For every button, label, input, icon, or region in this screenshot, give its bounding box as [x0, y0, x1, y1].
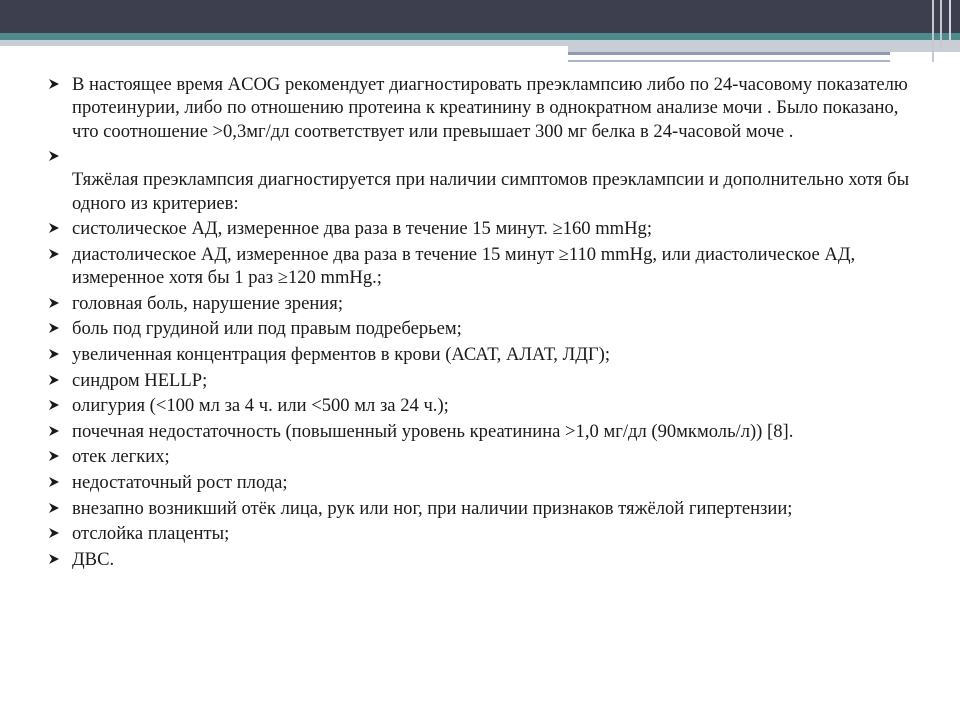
list-item-text: Тяжёлая преэклампсия диагностируется при наличии симптомов преэклампсии и дополнительно хотя бы одного из критериев: — [72, 169, 910, 214]
list-item-text: диастолическое АД, измеренное два раза в течение 15 минут ≥110 mmHg, или диастолическое АД, измеренное хотя бы 1 раз ≥120 mmHg.; — [72, 243, 856, 289]
list-item — [48, 471, 918, 494]
list-item-text: олигурия (<100 мл за 4 ч. или <500 мл за 24 ч.); — [72, 395, 449, 417]
arrowhead-bullet-icon — [48, 243, 62, 266]
list-item — [48, 445, 918, 468]
list-item-text: внезапно возникший отёк лица, рук или ног, при наличии признаков тяжёлой гипертензии; — [72, 497, 793, 519]
list-item — [48, 522, 918, 545]
header-accent-stripe — [0, 33, 960, 40]
list-item — [48, 394, 918, 417]
list-item-text: головная боль, нарушение зрения; — [72, 292, 343, 314]
header-decor-line — [568, 52, 890, 55]
arrowhead-bullet-icon — [48, 548, 62, 571]
list-item — [48, 420, 918, 443]
arrowhead-bullet-icon — [48, 369, 62, 392]
list-item — [48, 73, 918, 143]
list-item — [48, 145, 918, 215]
header-decor-vline — [932, 0, 934, 62]
list-item — [48, 548, 918, 571]
arrowhead-bullet-icon — [48, 522, 62, 545]
list-item — [48, 343, 918, 366]
list-item-text: отек легких; — [72, 446, 170, 468]
arrowhead-bullet-icon — [48, 394, 62, 417]
bullet-list — [48, 73, 918, 571]
arrowhead-bullet-icon — [48, 497, 62, 520]
list-item — [48, 217, 918, 240]
slide-body — [48, 73, 918, 573]
arrowhead-bullet-icon — [48, 73, 62, 96]
list-item-text: отслойка плаценты; — [72, 523, 230, 545]
list-item-text: почечная недостаточность (повышенный уровень креатинина >1,0 мг/дл (90мкмоль/л)) [8]. — [72, 420, 794, 442]
list-item-text: синдром HELLP; — [72, 369, 208, 391]
list-item — [48, 243, 918, 290]
arrowhead-bullet-icon — [48, 445, 62, 468]
header-decor-vline — [940, 0, 942, 50]
arrowhead-bullet-icon — [48, 145, 62, 168]
header-light-stripe — [0, 40, 568, 46]
header-decor-line-thin — [568, 60, 890, 62]
arrowhead-bullet-icon — [48, 420, 62, 443]
header-bar — [0, 0, 960, 33]
arrowhead-bullet-icon — [48, 471, 62, 494]
arrowhead-bullet-icon — [48, 317, 62, 340]
list-item-text: В настоящее время ACOG рекомендует диагностировать преэклампсию либо по 24-часовому показателю протеинурии, либо по отношению протеина к креатинину в однократном анализе мочи . Было показано, что соотношение >0,3мг/дл соответствует или превышает 300 мг белка в 24-часовой моче . — [72, 74, 908, 142]
list-item — [48, 369, 918, 392]
header-step-block — [568, 40, 960, 52]
list-item-text: систолическое АД, измеренное два раза в течение 15 минут. ≥160 mmHg; — [72, 218, 653, 240]
blank-line — [72, 145, 918, 168]
list-item — [48, 317, 918, 340]
list-item-text: недостаточный рост плода; — [72, 472, 288, 494]
arrowhead-bullet-icon — [48, 343, 62, 366]
list-item — [48, 292, 918, 315]
list-item-text: увеличенная концентрация ферментов в крови (АСАТ, АЛАТ, ЛДГ); — [72, 344, 611, 366]
list-item — [48, 497, 918, 520]
header-decor-vline — [949, 0, 951, 40]
list-item-text: ДВС. — [72, 548, 115, 570]
arrowhead-bullet-icon — [48, 217, 62, 240]
arrowhead-bullet-icon — [48, 292, 62, 315]
list-item-text: боль под грудиной или под правым подреберьем; — [72, 318, 462, 340]
